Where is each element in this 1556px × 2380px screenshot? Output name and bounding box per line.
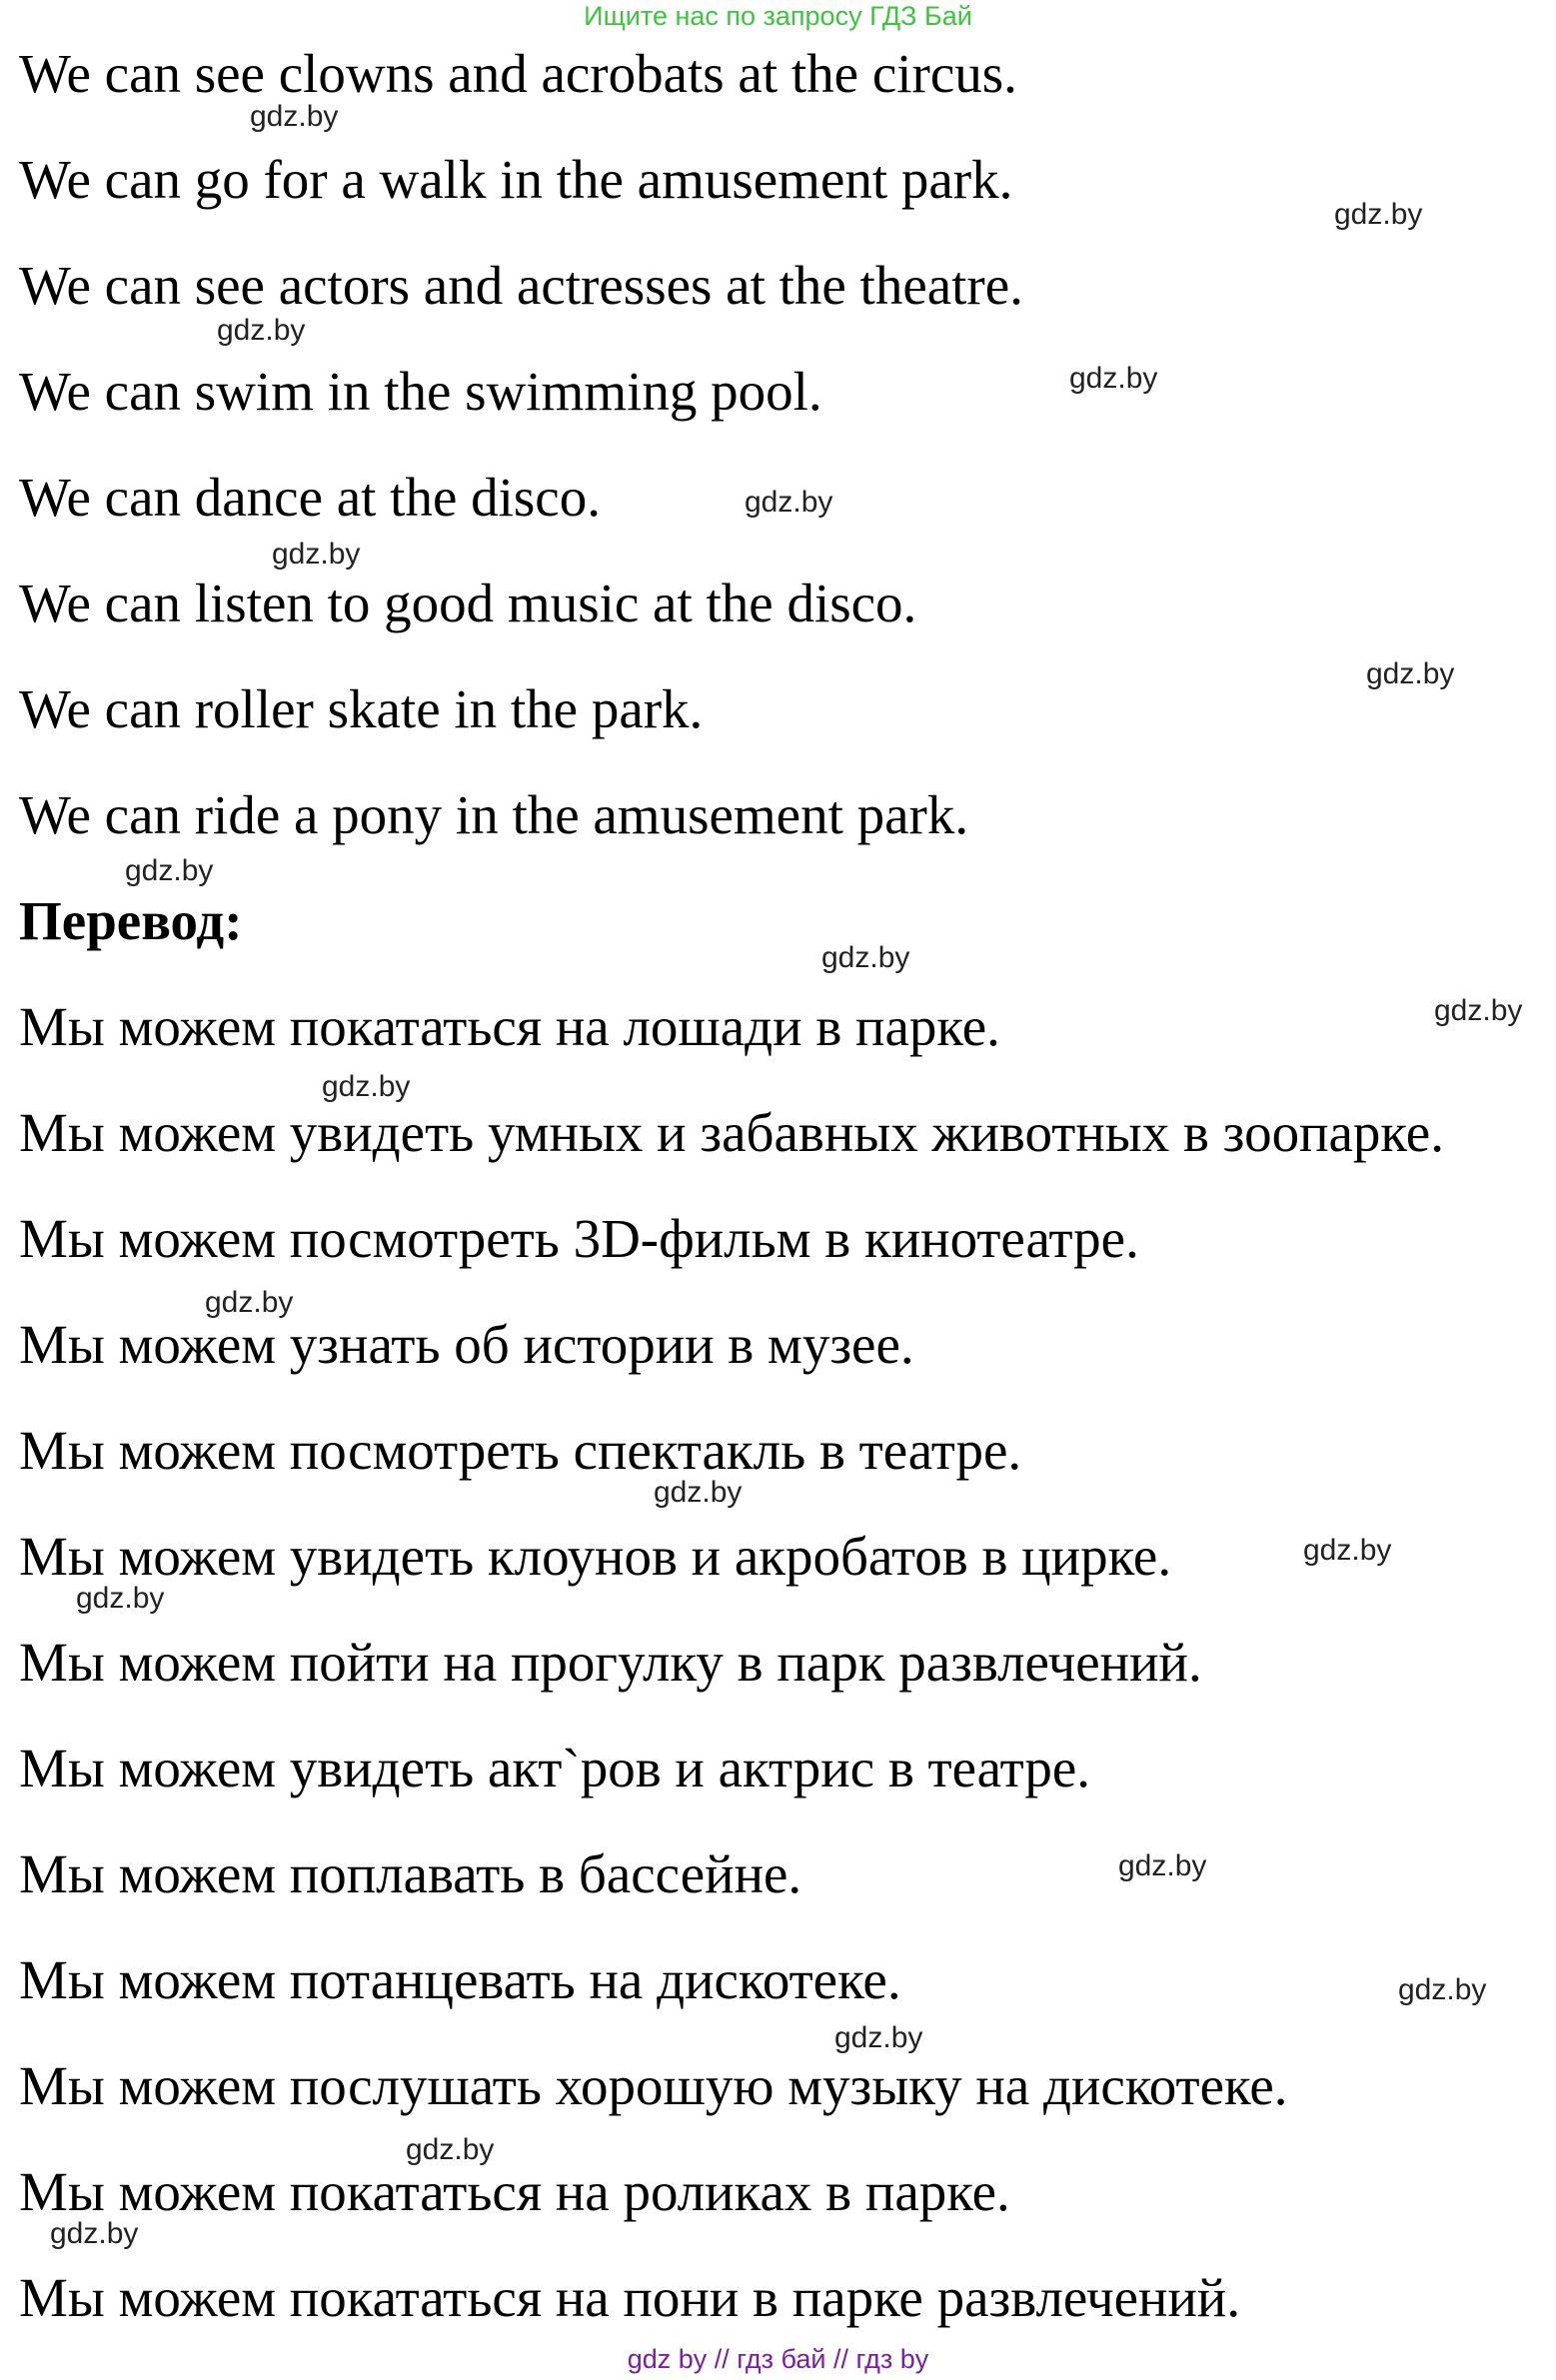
watermark: gdz.by [745, 486, 833, 519]
watermark: gdz.by [821, 941, 910, 974]
watermark: gdz.by [76, 1582, 165, 1615]
russian-line-6: Мы можем увидеть клоунов и акробатов в цирке. [19, 1526, 1172, 1587]
russian-line-2: Мы можем увидеть умных и забавных животных в зоопарке. [19, 1102, 1444, 1163]
watermark: gdz.by [322, 1070, 411, 1103]
russian-line-9: Мы можем поплавать в бассейне. [19, 1843, 802, 1904]
watermark: gdz.by [1434, 994, 1523, 1027]
watermark: gdz.by [50, 2217, 139, 2250]
russian-line-13: Мы можем покататься на пони в парке развлечений. [19, 2267, 1241, 2328]
russian-line-5: Мы можем посмотреть спектакль в театре. [19, 1420, 1022, 1481]
watermark: gdz.by [125, 854, 214, 887]
russian-line-12: Мы можем покататься на роликах в парке. [19, 2161, 1010, 2222]
watermark: gdz.by [205, 1286, 294, 1319]
watermark: gdz.by [217, 314, 306, 347]
russian-line-11: Мы можем послушать хорошую музыку на дискотеке. [19, 2055, 1288, 2116]
translation-heading: Перевод: [19, 890, 243, 951]
watermark: gdz.by [1069, 362, 1158, 395]
watermark: gdz.by [1303, 1534, 1392, 1567]
watermark: gdz.by [834, 2021, 923, 2054]
english-line-8: We can ride a pony in the amusement park. [19, 784, 969, 845]
watermark: gdz.by [1118, 1849, 1207, 1882]
english-line-1: We can see clowns and acrobats at the circus. [19, 43, 1017, 104]
russian-line-7: Мы можем пойти на прогулку в парк развлечений. [19, 1632, 1202, 1693]
english-line-2: We can go for a walk in the amusement park. [19, 149, 1013, 210]
english-line-6: We can listen to good music at the disco. [19, 573, 917, 633]
watermark: gdz.by [654, 1476, 743, 1509]
watermark: gdz.by [406, 2133, 495, 2166]
footer-links: gdz by // гдз бай // гдз by [627, 2344, 929, 2374]
english-line-4: We can swim in the swimming pool. [19, 361, 822, 422]
english-line-3: We can see actors and actresses at the theatre. [19, 255, 1023, 316]
russian-line-10: Мы можем потанцевать на дискотеке. [19, 1949, 901, 2010]
russian-line-1: Мы можем покататься на лошади в парке. [19, 996, 1000, 1057]
russian-line-3: Мы можем посмотреть 3D-фильм в кинотеатре. [19, 1208, 1139, 1269]
top-banner: Ищите нас по запросу ГДЗ Бай [584, 1, 972, 31]
watermark: gdz.by [272, 538, 361, 571]
watermark: gdz.by [1366, 657, 1455, 690]
watermark: gdz.by [250, 100, 339, 133]
russian-line-4: Мы можем узнать об истории в музее. [19, 1314, 914, 1375]
english-line-5: We can dance at the disco. [19, 467, 601, 528]
english-line-7: We can roller skate in the park. [19, 678, 704, 739]
watermark: gdz.by [1334, 198, 1423, 231]
watermark: gdz.by [1398, 1973, 1487, 2006]
russian-line-8: Мы можем увидеть акт`ров и актрис в театре. [19, 1738, 1091, 1798]
